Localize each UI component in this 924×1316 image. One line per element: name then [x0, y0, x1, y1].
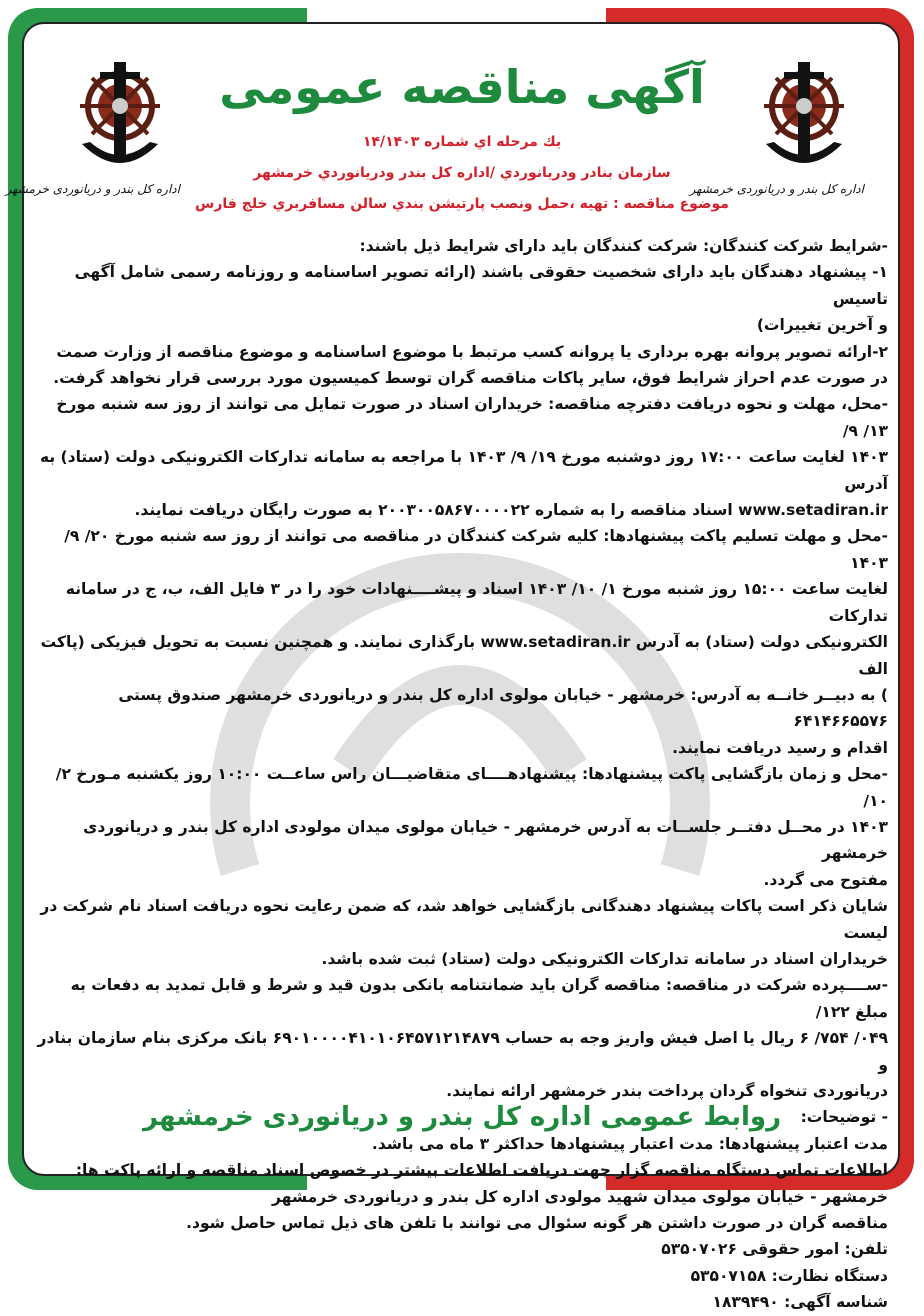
logo-right	[689, 58, 864, 218]
body-line: -محل، مهلت و نحوه دریافت دفترچه مناقصه: خریداران اسناد در صورت تمایل می توانند از روز سه شنبه مورخ ۱۳/ ۹/	[56, 395, 888, 440]
body-line: خرمشهر - خیابان مولوی میدان شهید مولودی اداره کل بندر و دریانوردی خرمشهر	[271, 1187, 888, 1206]
anchor-wheel-icon	[70, 58, 170, 178]
body-line: مناقصه گران در صورت داشتن هر گونه سئوال می توانند با تلفن های ذیل تماس حاصل شود.	[186, 1214, 888, 1233]
body-line: -محل و زمان بازگشایی پاکت پیشنهادها: پیشنهادهــــای متقاضیـــان راس ساعــت ۱۰:۰۰ روز یکشنبه مـورخ ۲/ ۱۰/	[55, 765, 888, 810]
body-line: -شرایط شرکت کنندگان: شرکت کنندگان باید دارای شرایط ذیل باشند:	[359, 237, 888, 255]
body-line: تلفن: امور حقوقی ۵۳۵۰۷۰۲۶	[661, 1240, 888, 1259]
logo-caption-left: اداره کل بندر و دریانوردی خرمشهر	[5, 182, 180, 196]
body-line: ۲-ارائه تصویر پروانه بهره برداری یا پروانه کسب مرتبط با موضوع اساسنامه و موضوع مناقصه از وزارت صمت	[56, 342, 888, 361]
body-line: در صورت عدم احراز شرایط فوق، سایر پاکات مناقصه گران توسط کمیسیون مورد بررسی قرار نخواهد گرفت.	[53, 369, 888, 388]
body-line: -محل و مهلت تسلیم پاکت پیشنهادها: کلیه شرکت کنندگان در مناقصه می توانند از روز سه شنبه مورخ ۲۰/ ۹/ ۱۴۰۳	[64, 527, 888, 572]
header	[5, 30, 894, 230]
body-line: -ســــپرده شرکت در مناقصه: مناقصه گران باید ضمانتنامه بانکی بدون قید و شرط و قابل تمدید به دفعات به مبلغ ۱۲۲/	[70, 976, 888, 1021]
tender-subject: موضوع مناقصه : تهيه ،حمل ونصب پارتيشن بندي سالن مسافربري خلج فارس	[195, 196, 729, 212]
body-line: مدت اعتبار پیشنهادها: مدت اعتبار پیشنهادها حداکثر ۳ ماه می باشد.	[371, 1134, 888, 1153]
tender-number: يك مرحله اي شماره ۱۴/۱۴۰۳	[362, 134, 562, 150]
logo-caption-right: اداره کل بندر و دریانوردی خرمشهر	[689, 182, 864, 196]
body-line: ) به دبیــر خانــه به آدرس: خرمشهر - خیابان مولوی اداره کل بندر و دریانوردی خرمشهر صندوق پستی ۶۴۱۴۶۶۵۵۷۶	[118, 685, 888, 731]
body-line: خریداران اسناد در سامانه تدارکات الکترونیکی دولت (ستاد) ثبت شده باشد.	[321, 949, 888, 968]
body-line: و آخرین تغییرات)	[756, 316, 888, 335]
footer-public-relations: روابط عمومی اداره کل بندر و دریانوردی خرمشهر	[142, 1102, 782, 1132]
body-line: لغایت ساعت ۱۵:۰۰ روز شنبه مورخ ۱/ ۱۰/ ۱۴۰۳ اسناد و پیشــــنهادات خود را در ۳ فایل الف، ب، ج در سامانه تدارکات	[65, 580, 888, 625]
body-line: شایان ذکر است پاکات پیشنهاد دهندگانی بازگشایی خواهد شد، که ضمن رعایت نحوه دریافت اسناد نام شرکت در لیست	[40, 897, 888, 942]
organization-line: سازمان بنادر ودريانوردي /اداره كل بندر ودريانوردي خرمشهر	[253, 165, 671, 181]
body-line: دستگاه نظارت: ۵۳۵۰۷۱۵۸	[690, 1266, 888, 1285]
body-line: - توضیحات:	[800, 1108, 888, 1127]
body-line: دریانوردی تنخواه گردان پرداخت بندر خرمشهر ارائه نمایند.	[446, 1082, 888, 1100]
anchor-wheel-icon	[754, 58, 854, 178]
body-line: اطلاعات تماس دستگاه مناقصه گزار جهت دریافت اطلاعات بیشتر در خصوص اسناد مناقصه و ارائه پاکت ها:	[75, 1161, 888, 1180]
logo-left	[5, 58, 180, 218]
body-line: الکترونیکی دولت (ستاد) به آدرس www.setadiran.ir بارگذاری نمایند. و همچنین نسبت به تحویل فیزیکی (پاکت الف	[40, 633, 888, 678]
body-line: www.setadiran.ir اسناد مناقصه را به شماره ۲۰۰۳۰۰۵۸۶۷۰۰۰۰۲۲ به صورت رایگان دریافت نمایند.	[134, 501, 888, 520]
body-line: مفتوح می گردد.	[763, 870, 888, 889]
notice-body	[36, 233, 888, 1316]
body-line: ۱۴۰۳ لغایت ساعت ۱۷:۰۰ روز دوشنبه مورخ ۱۹/ ۹/ ۱۴۰۳ با مراجعه به سامانه تدارکات الکترونیکی دولت (ستاد) به آدرس	[39, 448, 888, 493]
body-line: ۱- پیشنهاد دهندگان باید دارای شخصیت حقوقی باشند (ارائه تصویر اساسنامه و روزنامه رسمی شامل آگهی تاسیس	[74, 263, 888, 308]
page-title: آگهی مناقصه عمومی	[219, 60, 705, 114]
body-line: شناسه آگهی: ۱۸۳۹۴۹۰	[712, 1293, 888, 1312]
body-line: ۱۴۰۳ در محــل دفتــر جلســات به آدرس خرمشهر - خیابان مولوی میدان مولودی اداره کل بندر و دریانوردی خرمشهر	[83, 817, 888, 863]
body-line: ۰۴۹/ ۷۵۴/ ۶ ریال یا اصل فیش واریز وجه به حساب ۶۹۰۱۰۰۰۰۴۱۰۱۰۶۴۵۷۱۲۱۴۸۷۹ بانک مرکزی بنام سازمان بنادر و	[37, 1029, 888, 1074]
body-line: اقدام و رسید دریافت نمایند.	[672, 738, 888, 757]
